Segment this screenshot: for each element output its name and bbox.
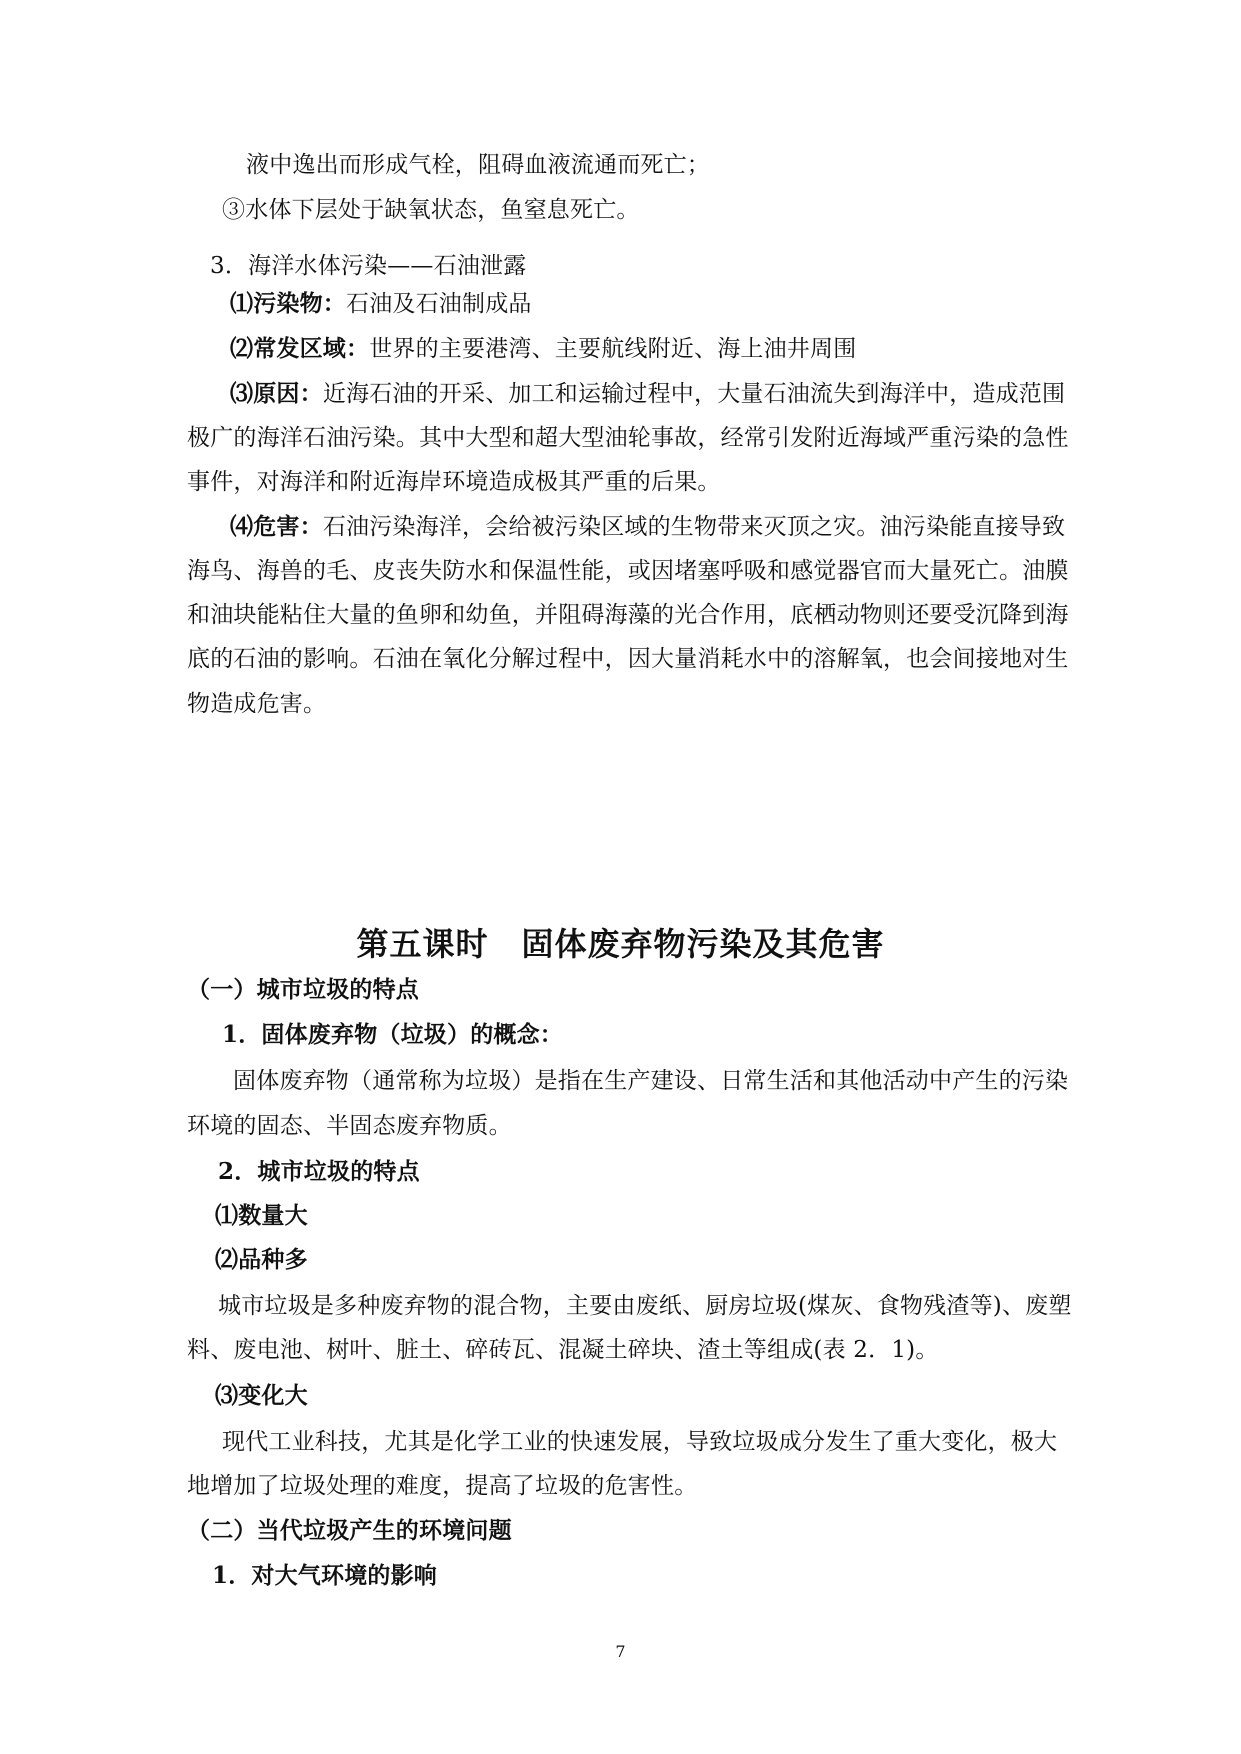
section-heading-2: （二）当代垃圾产生的环境问题 [187, 1517, 512, 1544]
item-text: 近海石油的开采、加工和运输过程中，大量石油流失到海洋中，造成范围 [322, 381, 1066, 407]
item-label: ⑵常发区域： [230, 335, 370, 362]
point-change: ⑶变化大 [215, 1382, 308, 1409]
point-variety: ⑵品种多 [215, 1246, 308, 1273]
body-line: 物造成危害。 [187, 691, 327, 717]
subheading-concept: 1．固体废弃物（垃圾）的概念： [222, 1021, 564, 1048]
lesson-title: 第五课时 固体废弃物污染及其危害 [356, 925, 885, 963]
body-line: 极广的海洋石油污染。其中大型和超大型油轮事故，经常引发附近海域严重污染的急性 [187, 425, 1069, 451]
item-text: 石油及石油制成品 [346, 291, 532, 317]
body-line: 事件，对海洋和附近海岸环境造成极其严重的后果。 [187, 469, 721, 495]
list-item-3: ③水体下层处于缺氧状态，鱼窒息死亡。 [222, 197, 640, 223]
section-heading-1: （一）城市垃圾的特点 [187, 976, 419, 1003]
subheading-features: 2．城市垃圾的特点 [218, 1158, 420, 1185]
item-pollutant [230, 289, 532, 319]
item-text: 石油污染海洋，会给被污染区域的生物带来灭顶之灾。油污染能直接导致 [322, 514, 1066, 540]
subheading-ocean-pollution: 3．海洋水体污染——石油泄露 [210, 253, 527, 279]
item-label: ⑷危害： [230, 513, 323, 540]
body-line: 城市垃圾是多种废弃物的混合物，主要由废纸、厨房垃圾(煤灰、食物残渣等)、废塑 [218, 1293, 1072, 1319]
item-label: ⑴污染物： [230, 290, 346, 317]
body-line: 现代工业科技，尤其是化学工业的快速发展，导致垃圾成分发生了重大变化，极大 [222, 1429, 1058, 1455]
body-line: 料、废电池、树叶、脏土、碎砖瓦、混凝土碎块、渣土等组成(表 2．1)。 [187, 1337, 939, 1363]
subheading-air: 1．对大气环境的影响 [212, 1562, 438, 1589]
body-line: 固体废弃物（通常称为垃圾）是指在生产建设、日常生活和其他活动中产生的污染 [233, 1068, 1069, 1094]
item-label: ⑶原因： [230, 380, 323, 407]
body-line: 地增加了垃圾处理的难度，提高了垃圾的危害性。 [187, 1473, 698, 1499]
point-quantity: ⑴数量大 [215, 1202, 308, 1229]
item-cause [230, 379, 1065, 409]
item-region [230, 334, 856, 364]
page-number: 7 [615, 1642, 626, 1661]
body-line: 液中逸出而形成气栓，阻碍血液流通而死亡； [246, 152, 710, 178]
body-line: 环境的固态、半固态废弃物质。 [187, 1113, 512, 1139]
item-harm [230, 512, 1065, 542]
body-line: 和油块能粘住大量的鱼卵和幼鱼，并阻碍海藻的光合作用，底栖动物则还要受沉降到海 [187, 602, 1069, 628]
body-line: 底的石油的影响。石油在氧化分解过程中，因大量消耗水中的溶解氧，也会间接地对生 [187, 646, 1069, 672]
item-text: 世界的主要港湾、主要航线附近、海上油井周围 [369, 336, 857, 362]
body-line: 海鸟、海兽的毛、皮丧失防水和保温性能，或因堵塞呼吸和感觉器官而大量死亡。油膜 [187, 558, 1069, 584]
